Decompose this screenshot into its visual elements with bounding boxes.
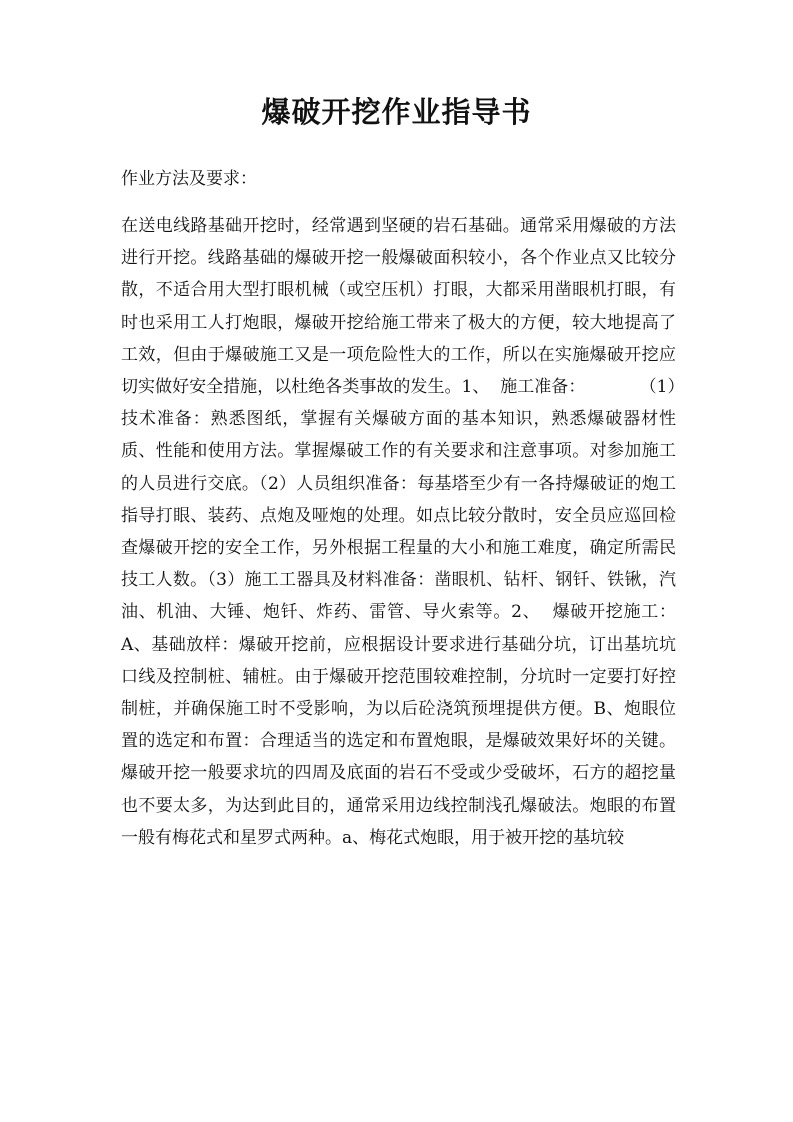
body-paragraph: 在送电线路基础开挖时，经常遇到坚硬的岩石基础。通常采用爆破的方法进行开挖。线路基础的爆破开挖一般爆破面积较小，各个作业点又比较分散，不适合用大型打眼机械（或空压机）打眼，大都采用凿眼机打眼，有时也采用工人打炮眼，爆破开挖给施工带来了极大的方便，较大地提高了工效，但由于爆破施工又是一项危险性大的工作，所以在实施爆破开挖应切实做好安全措施，以杜绝各类事故的发生。1、 施工准备： （1）技术准备：熟悉图纸，掌握有关爆破方面的基本知识，熟悉爆破器材性质、性能和使用方法。掌握爆破工作的有关要求和注意事项。对参加施工的人员进行交底。（2）人员组织准备：每基塔至少有一各持爆破证的炮工指导打眼、装药、点炮及哑炮的处理。如点比较分散时，安全员应巡回检查爆破开挖的安全工作，另外根据工程量的大小和施工难度，确定所需民技工人数。（3）施工工器具及材料准备：凿眼机、钻杆、钢钎、铁锹，汽油、机油、大锤、炮钎、炸药、雷管、导火索等。2、 爆破开挖施工： A、基础放样：爆破开挖前，应根据设计要求进行基础分坑，订出基坑坑口线及控制桩、辅桩。由于爆破开挖范围较难控制，分坑时一定要打好控制桩，并确保施工时不受影响，为以后砼浇筑预埋提供方便。B、炮眼位置的选定和布置：合理适当的选定和布置炮眼，是爆破效果好坏的关键。爆破开挖一般要求坑的四周及底面的岩石不受或少受破坏，石方的超挖量也不要太多，为达到此目的，通常采用边线控制浅孔爆破法。炮眼的布置一般有梅花式和星罗式两种。a、梅花式炮眼，用于被开挖的基坑较 <box>121 216 731 848</box>
document-title: 爆破开挖作业指导书 <box>261 95 532 129</box>
section-heading: 作业方法及要求： <box>121 169 257 189</box>
